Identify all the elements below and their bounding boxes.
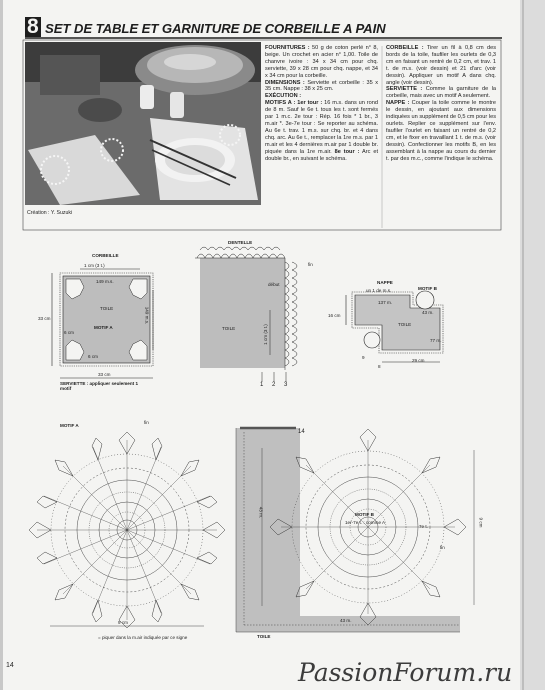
dentelle-n3: 3 — [284, 382, 288, 388]
motif-b-height: 9 cm — [478, 517, 484, 528]
fournitures-heading: FOURNITURES : — [265, 45, 310, 51]
nappe-dim-8: 8 — [378, 364, 381, 369]
corbeille-center-label: TOILE — [100, 306, 114, 311]
dentelle-title: DENTELLE — [228, 240, 253, 245]
header-number: 8 — [27, 15, 39, 38]
motif-b-subtitle: 1er-7e t. : comme A — [345, 520, 386, 525]
page-title: SET DE TABLE ET GARNITURE DE CORBEILLE A PAIN — [45, 21, 386, 36]
corbeille-title: CORBEILLE — [92, 253, 119, 258]
corbeille-caption — [60, 381, 150, 391]
corbeille-text: Tirer un fil à 0,8 cm des bords de la toile, faufiler les ourlets de 0,3 cm en faisant un rentré de 0,2 cm, et trav. 1 t. de m.s. (voir dessin) et 21 d'arc (voir dessin). Appliquer un motif A dans chq. angle (voir dessin). — [386, 45, 496, 86]
corbeille-top-count: 149 m.s. — [96, 279, 114, 284]
corbeille-motif-label: MOTIF A — [94, 325, 113, 330]
motif-a-width: 9 cm — [118, 620, 128, 625]
motif-b-title: MOTIF B — [355, 512, 374, 517]
tour-8-text: Arc et double br., en suivant le schéma. — [265, 148, 378, 162]
motif-b-end: fin — [440, 545, 445, 550]
nappe-motif-label: MOTIF B — [418, 286, 437, 291]
motif-a-chart — [29, 432, 225, 628]
text-column-1 — [265, 45, 378, 162]
corbeille-diagram — [52, 269, 153, 378]
dentelle-n1: 1 — [260, 382, 264, 388]
nappe-top-count: 137 m. — [378, 300, 393, 305]
corbeille-width: 33 cm — [98, 372, 111, 377]
corbeille-side-count: 149 m.s. — [144, 306, 150, 325]
dimensions-heading: DIMENSIONS : — [265, 79, 305, 86]
motif-b-count-left: 43 m. — [258, 506, 264, 519]
corbeille-caption-text: SERVIETTE : appliquer seulement 1 motif — [60, 381, 139, 391]
text-column-2 — [386, 45, 496, 162]
corbeille-dim-6cm-b: 6 cm — [88, 354, 98, 359]
corbeille-heading: CORBEILLE : — [386, 45, 424, 51]
nappe-note: un 1 de m.s. — [366, 288, 392, 293]
dentelle-end: fin — [308, 262, 313, 267]
dimensions-text: Serviette et corbeille : 35 x 35 cm. Nappe : 38 x 25 cm. — [265, 79, 378, 93]
nappe-diagram — [346, 291, 443, 362]
photo-credit: Création : Y. Suzuki — [27, 210, 73, 216]
motif-a-legend: = piquer dans la m.air indiquée par ce signe — [98, 635, 188, 640]
dentelle-height: 1 cm (3 t.) — [262, 324, 268, 345]
nappe-center-label: TOILE — [398, 322, 412, 327]
corbeille-dim-6cm-a: 6 cm — [64, 330, 74, 335]
nappe-dim-9: 9 — [362, 355, 365, 360]
motif-b-count-top: 14 — [298, 429, 305, 435]
motif-a-title: MOTIF A — [60, 423, 79, 428]
tour-8-heading: 8e tour : — [334, 148, 360, 155]
fournitures-text: 50 g de coton perlé n° 8, beige. Un crochet en acier n° 1,00. Toile de chanvre ivoire : 34 x 34 cm pour chq. serviette, 39 x 28 cm pour chq. nappe, et 34 x 34 cm pour la corbeille. — [265, 45, 378, 79]
watermark: PassionForum.ru — [298, 658, 513, 687]
table-set-photo — [25, 42, 261, 205]
dentelle-start: début — [268, 282, 280, 287]
motif-a-end: fin — [144, 420, 149, 425]
nappe-side-count: 77 m. — [430, 338, 442, 343]
motif-a-heading: MOTIFS A : 1er tour : — [265, 100, 323, 107]
nappe-text: Couper la toile comme le montre le dessin, en ajoutant aux dimensions indiquées un supplément de 0,5 cm pour les ourlets. Replier ce supplément sur l'env. faufiler l'ourlet en faisant un rentré de 0,2 cm, et le fixer en travaillant 1 t. de m.s. (voir dessin). Confectionner les motifs B, en les assemblant à la nappe au cours du dernier t. par des m.c., comme l'indique le schéma. — [386, 100, 496, 162]
serviette-text: Comme la garniture de la corbeille, mais avec un motif A seulement. — [386, 86, 497, 100]
corbeille-top-note: 1 cm (3 t.) — [84, 263, 105, 268]
serviette-heading: SERVIETTE : — [386, 86, 423, 93]
dentelle-diagram — [195, 247, 297, 382]
motif-b-bottom-count: 43 m. — [340, 618, 352, 623]
execution-heading: EXÉCUTION : — [265, 93, 302, 100]
nappe-heading: NAPPE : — [386, 100, 410, 107]
nappe-corner-count: 43 m. — [422, 310, 434, 315]
nappe-height: 16 cm — [328, 313, 341, 318]
nappe-width: 29 cm — [412, 358, 425, 363]
motif-b-toile: TOILE — [257, 634, 271, 639]
motif-b-chart — [236, 428, 474, 632]
motif-a-text: 16 m.s. dans un rond de 8 m. Sauf le 6e t. tous les t. sont fermés par 1 m.c. 2e tour : Rép. 16 fois * 1 br., 3 m.air *. 3e-7e tour : Se reporter au schéma. Au 6e t. trav. 1 m.s. sur chq. br. et 4 dans chq. arc. Au 6e t., remplacer la 1re m.s. par 1 m.air et les 4 dernières m.air par 1 double br. piquée dans la 1re m.air. — [265, 100, 378, 155]
page-number: 14 — [6, 662, 14, 669]
motif-b-tour: 7e t. — [419, 524, 428, 529]
dentelle-toile: TOILE — [222, 326, 236, 331]
nappe-title: NAPPE — [377, 280, 393, 285]
dentelle-n2: 2 — [272, 382, 276, 388]
corbeille-height: 33 cm — [38, 316, 51, 321]
